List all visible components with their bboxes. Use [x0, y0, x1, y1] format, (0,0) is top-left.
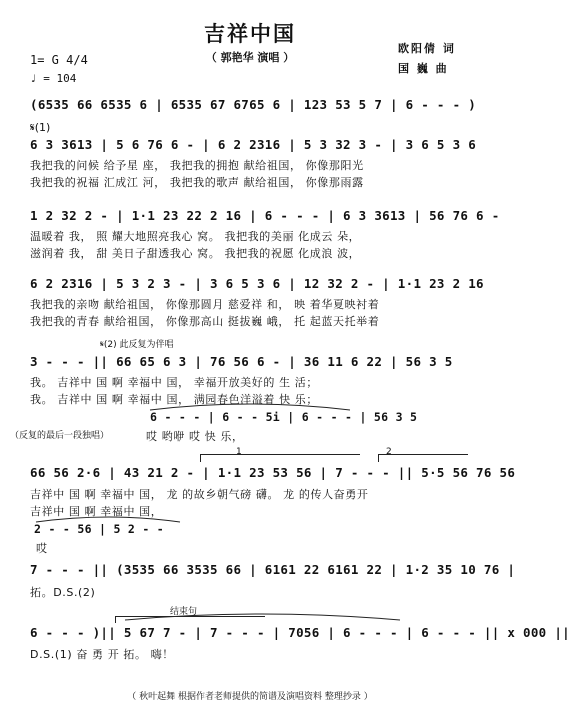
lyric-row-2a: 温暖着 我， 照 耀大地照亮我心 窝。 我把我的美丽 化成云 朵，: [30, 230, 361, 243]
harmony-notation-1: 6 - - - | 6 - - 5i | 6 - - - | 56 3 5: [150, 410, 418, 424]
lyric-row-4b: 我。 吉祥中 国 啊 幸福中 国， 满园春色洋溢着 快 乐；: [30, 393, 318, 406]
intro-notation: (6535 66 6535 6 | 6535 67 6765 6 | 123 53 5 7 | 6 - - - ): [30, 97, 477, 112]
ending-slur: [125, 614, 400, 620]
key-signature: 1= G 4/4: [30, 53, 88, 67]
notation-row-3: 6 2 2316 | 5 3 2 3 - | 3 6 5 3 6 | 12 32 2 - | 1·1 23 2 16: [30, 276, 484, 291]
lyric-row-5b: 吉祥中 国 啊 幸福中 国，: [30, 505, 163, 518]
lyric-row-1b: 我把我的祝福 汇成江 河， 我把我的歌声 献给祖国， 你像那雨露: [30, 176, 364, 189]
volta-2-label: 2: [386, 447, 392, 457]
harmony-slur-1: [150, 404, 350, 410]
volta-1-label: 1: [236, 447, 242, 457]
segno-mark-1: 𝄋(1): [30, 121, 51, 134]
lyric-row-3b: 我把我的青春 献给祖国， 你像那高山 挺拔巍 峨， 托 起蓝天托举着: [30, 315, 380, 328]
lyric-row-6: 拓。D.S.(2): [30, 586, 96, 599]
composer-credit: 国 巍 曲: [398, 62, 449, 75]
lyric-row-2b: 滋润着 我， 甜 美日子甜透我心 窝。 我把我的祝愿 化成浪 波，: [30, 247, 361, 260]
harmony-lyrics-2: 哎: [36, 542, 48, 555]
notation-row-5: 66 56 2·6 | 43 21 2 - | 1·1 23 53 56 | 7 - - - || 5·5 56 76 56: [30, 465, 516, 480]
notation-row-1: 6 3 3613 | 5 6 76 6 - | 6 2 2316 | 5 3 32 3 - | 3 6 5 3 6: [30, 137, 477, 152]
tempo-marking: ♩ = 104: [30, 72, 77, 85]
harmony-lyrics-1: 哎 哟咿 哎 快 乐，: [146, 430, 244, 443]
harmony-slur-2: [36, 517, 180, 522]
lyric-row-3a: 我把我的亲吻 献给祖国， 你像那圆月 慈爱祥 和， 映 着华夏映衬着: [30, 298, 380, 311]
song-title: 吉祥中国: [204, 22, 296, 46]
lyric-row-7: D.S.(1) 奋 勇 开 拓。 嗨！: [30, 648, 174, 661]
harmony-notation-2: 2 - - 56 | 5 2 - -: [34, 522, 165, 536]
notation-row-2: 1 2 32 2 - | 1·1 23 22 2 16 | 6 - - - | 6 3 3613 | 56 76 6 -: [30, 208, 500, 223]
notation-row-4: 3 - - - || 66 65 6 3 | 76 56 6 - | 36 11 6 22 | 56 3 5: [30, 354, 453, 369]
lyricist-credit: 欧阳倩 词: [398, 42, 456, 55]
performer-line: （ 郭艳华 演唱 ）: [205, 51, 295, 64]
lyric-row-4a: 我。 吉祥中 国 啊 幸福中 国， 幸福开放美好的 生 活；: [30, 376, 318, 389]
ending-label: 结束句: [170, 607, 198, 617]
notation-row-6: 7 - - - || (3535 66 3535 66 | 6161 22 6161 22 | 1·2 35 10 76 |: [30, 562, 516, 577]
lyric-row-1a: 我把我的问候 给予星 座， 我把我的拥抱 献给祖国， 你像那阳光: [30, 159, 364, 172]
footer-note: （ 秋叶起舞 根据作者老师提供的简谱及演唱资料 整理抄录 ）: [127, 692, 373, 702]
notation-row-7: 6 - - - )|| 5 67 7 - | 7 - - - | 7056 | 6 - - - | 6 - - - || x 000 ||: [30, 625, 570, 640]
segno-mark-2: 𝄋(2) 此反复为伴唱: [100, 340, 174, 350]
solo-note-label: （反复的最后一段独唱）: [10, 431, 110, 441]
lyric-row-5a: 吉祥中 国 啊 幸福中 国， 龙 的故乡朝气磅 礴。 龙 的传人奋勇开: [30, 488, 369, 501]
